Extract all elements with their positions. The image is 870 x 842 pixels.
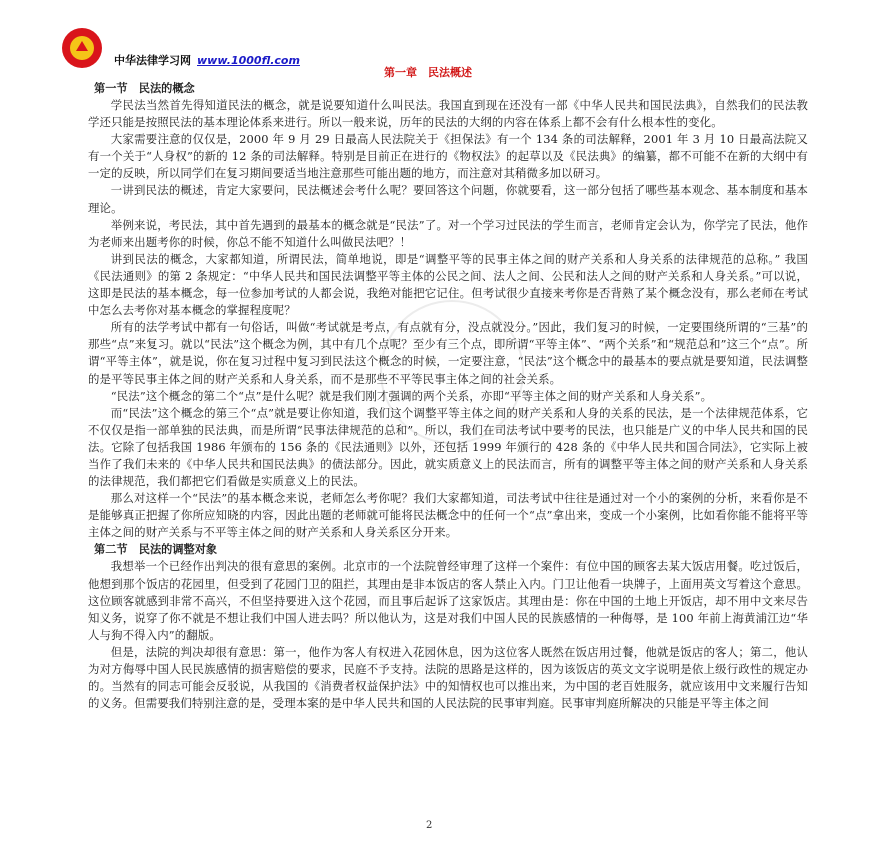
page-number: 2 — [426, 820, 433, 831]
document-body — [88, 80, 808, 712]
paragraph: 所有的法学考试中都有一句俗话，叫做“考试就是考点，有点就有分，没点就没分。”因此，我们复习的时候，一定要围绕所谓的“三基”的那些“点”来复习。就以“民法”这个概念为例，其中有几个点呢？至少有三个点，即所谓“平等主体”、“两个关系”和“规范总和”这三个“点”。所谓“平等主体”，就是说，你在复习过程中复习到民法这个概念的时候，一定要注意，“民法”这个概念中的最基本的要点就是要知道，民法调整的是平等民事主体之间的财产关系和人身关系，而不是那些不平等民事主体之间的社会关系。 — [88, 320, 808, 386]
section-1 — [88, 80, 808, 541]
paragraph: 学民法当然首先得知道民法的概念，就是说要知道什么叫民法。我国直到现在还没有一部《中华人民共和国民法典》，自然我们的民法教学还只能是按照民法的基本理论体系来进行。所以一般来说，历年的民法的大纲的内容在体系上都不会有什么根本性的变化。 — [88, 98, 808, 130]
chapter-title: 第一章 民法概述 — [384, 66, 472, 79]
site-url-link[interactable]: www.1000fl.com — [197, 54, 300, 67]
paragraph: 那么对这样一个“民法”的基本概念来说，老师怎么考你呢？我们大家都知道，司法考试中往往是通过对一个小的案例的分析，来看你是不是能够真正把握了你所应知晓的内容，因此出题的老师就可能将民法概念中的任何一个“点”拿出来，变成一个小案例，比如看你能不能将平等主体之间的财产关系与不平等主体之间的财产关系和人身关系区分开来。 — [88, 491, 808, 540]
paragraph: 大家需要注意的仅仅是，2000 年 9 月 29 日最高人民法院关于《担保法》有一个 134 条的司法解释，2001 年 3 月 10 日最高法院又有一个关于“人身权”的新的 12 条的司法解释。特别是目前正在进行的《物权法》的起草以及《民法典》的编纂，都不可能不在新的大纲中有一定的反映，所以同学们在复习期间要适当地注意那些可能出题的地方，而注意对其稍微多加以研习。 — [88, 132, 808, 181]
paragraph: 一讲到民法的概述，肯定大家要问，民法概述会考什么呢？要回答这个问题，你就要看，这一部分包括了哪些基本观念、基本制度和基本理论。 — [88, 183, 808, 215]
paragraph: “民法”这个概念的第二个“点”是什么呢？就是我们刚才强调的两个关系，亦即“平等主体之间的财产关系和人身关系”。 — [110, 388, 713, 403]
paragraph: 但是，法院的判决却很有意思：第一，他作为客人有权进入花园休息，因为这位客人既然在饭店用过餐，他就是饭店的客人；第二，他认为对方侮辱中国人民民族感情的损害赔偿的要求，民庭不予支持。法院的思路是这样的，因为该饭店的英文文字说明是依上级行政性的规定办的。当然有的同志可能会反驳说，从我国的《消费者权益保护法》中的知情权也可以推出来，为中国的老百姓服务，就应该用中文来履行告知的义务。但需要我们特别注意的是，受理本案的是中华人民共和国的人民法院的民事审判庭。民事审判庭所解决的只能是平等主体之间 — [88, 644, 808, 711]
site-name-text: 中华法律学习网 — [114, 54, 191, 67]
paragraph: 讲到民法的概念，大家都知道，所谓民法，简单地说，即是“调整平等的民事主体之间的财产关系和人身关系的法律规范的总称。” 我国《民法通则》的第 2 条规定：“中华人民共和国民法调整平等主体的公民之间、法人之间、公民和法人之间的财产关系和人身关系。”可以说，这即是民法的基本概念，每一位参加考试的人都会说，我绝对能把它记住。但考试很少直接来考你是否背熟了某个概念没有，那么老师在考试中怎么去考你对基本概念的掌握程度呢？ — [88, 251, 808, 318]
paragraph: 举例来说，考民法，其中首先遇到的最基本的概念就是“民法”了。对一个学习过民法的学生而言，老师肯定会认为，你学完了民法，他作为老师来出题考你的时候，你总不能不知道什么叫做民法吧？！ — [88, 217, 808, 249]
site-logo-icon — [62, 28, 102, 68]
section-heading: 第一节 民法的概念 — [94, 82, 195, 95]
paragraph: 而“民法”这个概念的第三个“点”就是要让你知道，我们这个调整平等主体之间的财产关系和人身的关系的民法，是一个法律规范体系，它不仅仅是指一部单独的民法典，而是所谓“民事法律规范的总和”。所以，我们在司法考试中要考的民法，也只能是广义的中华人民共和国的民法。它除了包括我国 1986 年颁布的 156 条的《民法通则》以外，还包括 1999 年颁行的 428 条的《中华人民共和国合同法》，它实际上被当作了我们未来的《中华人民共和国民法典》的债法部分。因此，就实质意义上的民法而言，所有的调整平等主体之间的财产关系和人身关系的法律规范，我们都把它们看做是实质意义上的民法。 — [88, 405, 808, 489]
site-name — [114, 52, 300, 68]
section-heading: 第二节 民法的调整对象 — [94, 543, 218, 557]
paragraph: 我想举一个已经作出判决的很有意思的案例。北京市的一个法院曾经审理了这样一个案件：有位中国的顾客去某大饭店用餐。吃过饭后，他想到那个饭店的花园里，但受到了花园门卫的阻拦，其理由是非本饭店的客人禁止入内。门卫让他看一块牌子，上面用英文写着这个意思。这位顾客就感到非常不高兴，不但坚持要进入这个花园，而且事后起诉了这家饭店。其理由是：你在中国的土地上开饭店，却不用中文来尽告知义务，说穿了你不就是不想让我们中国人进去吗？所以他认为，这是对我们中国人民的民族感情的一种侮辱，是 100 年前上海黄浦江边“华人与狗不得入内”的翻版。 — [88, 559, 808, 642]
section-2 — [88, 541, 808, 712]
